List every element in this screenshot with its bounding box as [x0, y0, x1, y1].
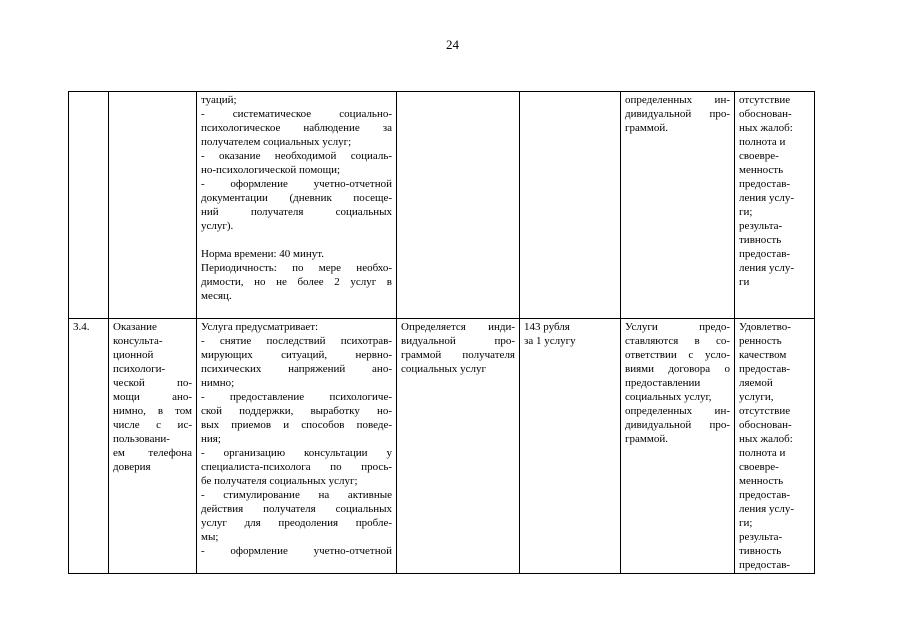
text-line: Услуга предусматривает: [201, 321, 319, 333]
text-line: результа- [739, 220, 783, 232]
text-line: граммой. [625, 433, 668, 445]
text-line: обоснован- [739, 108, 792, 120]
text-line: ской поддержки, выработку но- [201, 405, 392, 417]
text-line: - снятие последствий психотрав- [201, 335, 392, 347]
text-line: мощи ано- [113, 391, 192, 403]
text-line: ний получателя социальных [201, 206, 392, 218]
cell-conditions [621, 319, 735, 574]
cell-num [69, 92, 109, 319]
text-line: - оформление учетно-отчетной [201, 545, 392, 557]
text-line: определенных ин- [625, 405, 730, 417]
text-line: пользовани- [113, 433, 170, 445]
text-line: виями договора о [625, 363, 730, 375]
text-line: психологическое наблюдение за [201, 122, 392, 134]
text-line: полнота и [739, 447, 786, 459]
text-line: - стимулирование на активные [201, 489, 392, 501]
text-line: ляемой [739, 377, 773, 389]
text-line: туаций; [201, 94, 237, 106]
item-number: 3.4. [73, 321, 90, 333]
text-line: определенных ин- [625, 94, 730, 106]
text-line: ных жалоб: [739, 122, 793, 134]
text-line: - систематическое социально- [201, 108, 392, 120]
text-line: полнота и [739, 136, 786, 148]
text-line: услуги, [739, 391, 774, 403]
text-line: ответствии с усло- [625, 349, 730, 361]
text-line: социальных услуг [401, 363, 487, 375]
text-line: нимно, в том [113, 405, 192, 417]
text-line: менность [739, 164, 784, 176]
text-line: тивность [739, 234, 782, 246]
text-line: услуг для преодоления пробле- [201, 517, 392, 529]
text-line: Норма времени: 40 минут. [201, 248, 325, 260]
text-line: предостав- [739, 248, 791, 260]
text-line: ренность [739, 335, 782, 347]
text-line: ем телефона [113, 447, 192, 459]
text-line: числе с ис- [113, 419, 192, 431]
text-line: психических напряжений ано- [201, 363, 392, 375]
page-number: 24 [446, 37, 459, 52]
services-table [68, 91, 815, 574]
text-line: граммой. [625, 122, 668, 134]
text-line: - оформление учетно-отчетной [201, 178, 392, 190]
text-line: ги; [739, 206, 753, 218]
text-line: ния; [201, 433, 221, 445]
cell-description [197, 319, 397, 574]
text-line: видуальной про- [401, 335, 515, 347]
text-line: ления услу- [739, 192, 794, 204]
text-line: консульта- [113, 335, 163, 347]
text-line: Периодичность: по мере необхо- [201, 262, 392, 274]
text-line: Удовлетво- [739, 321, 791, 333]
text-line: обоснован- [739, 419, 792, 431]
text-line: ческой по- [113, 377, 192, 389]
text-line: дивидуальной про- [625, 108, 730, 120]
text-line: документации (дневник посеще- [201, 192, 392, 204]
text-line: ги [739, 276, 750, 288]
text-line: своевре- [739, 461, 779, 473]
text-line: психологи- [113, 363, 166, 375]
text-line: месяц. [201, 290, 232, 302]
cell-name [109, 92, 197, 319]
text-line: дивидуальной про- [625, 419, 730, 431]
cell-num [69, 319, 109, 574]
text-line: Услуги предо- [625, 321, 730, 333]
text-line: услуг). [201, 220, 234, 232]
cell-description [197, 92, 397, 319]
text-line: ги; [739, 517, 753, 529]
text-line: отсутствие [739, 405, 791, 417]
text-line: - оказание необходимой социаль- [201, 150, 392, 162]
table-row [69, 92, 815, 319]
text-line: бе получателя социальных услуг; [201, 475, 358, 487]
text-line: но-психологической помощи; [201, 164, 341, 176]
table-row [69, 319, 815, 574]
text-line: предоставлении [625, 377, 701, 389]
text-line: результа- [739, 531, 783, 543]
text-line: вых приемов и способов поведе- [201, 419, 392, 431]
cell-conditions [621, 92, 735, 319]
cell-price [520, 319, 621, 574]
text-line [201, 233, 392, 247]
text-line: - организацию консультации у [201, 447, 392, 459]
text-line: ставляются в со- [625, 335, 730, 347]
text-line: специалиста-психолога по прось- [201, 461, 392, 473]
text-line: нимно; [201, 377, 235, 389]
text-line: Оказание [113, 321, 157, 333]
text-line: мы; [201, 531, 219, 543]
text-line: предостав- [739, 178, 791, 190]
text-line: Определяется инди- [401, 321, 515, 333]
text-line: ления услу- [739, 262, 794, 274]
text-line: 143 рубля [524, 321, 570, 333]
text-line: доверия [113, 461, 151, 473]
text-line: менность [739, 475, 784, 487]
text-line: предостав- [739, 363, 791, 375]
cell-price [520, 92, 621, 319]
text-line: социальных услуг, [625, 391, 712, 403]
text-line: предостав- [739, 489, 791, 501]
cell-evaluation [735, 319, 815, 574]
text-line: качеством [739, 349, 787, 361]
text-line: предостав- [739, 559, 791, 571]
cell-name [109, 319, 197, 574]
text-line: ционной [113, 349, 154, 361]
text-line: получателем социальных услуг; [201, 136, 352, 148]
text-line: отсутствие [739, 94, 791, 106]
text-line: мирующих ситуаций, нервно- [201, 349, 392, 361]
text-line: граммой получателя [401, 349, 515, 361]
text-line: тивность [739, 545, 782, 557]
text-line: за 1 услугу [524, 335, 576, 347]
cell-evaluation [735, 92, 815, 319]
text-line: действия получателя социальных [201, 503, 392, 515]
cell-volume [397, 319, 520, 574]
text-line: своевре- [739, 150, 779, 162]
cell-volume [397, 92, 520, 319]
text-line: димости, но не более 2 услуг в [201, 276, 392, 288]
text-line: ления услу- [739, 503, 794, 515]
text-line: ных жалоб: [739, 433, 793, 445]
text-line: - предоставление психологиче- [201, 391, 392, 403]
